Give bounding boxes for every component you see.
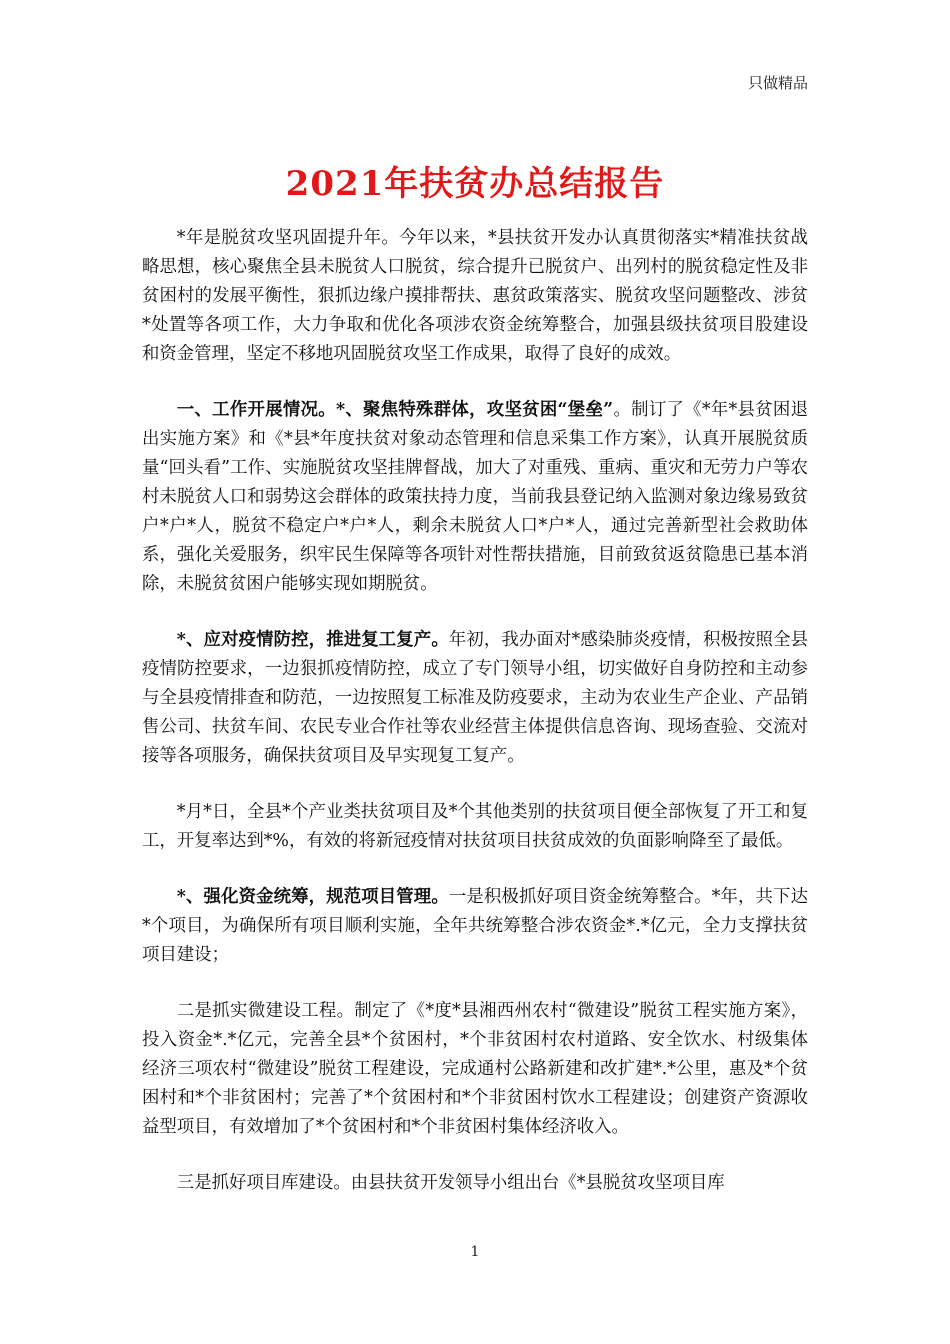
paragraph-section-1: 一、工作开展情况。*、聚焦特殊群体，攻坚贫困“堡垒”。制订了《*年*县贫困退出实施方案》和《*县*年度扶贫对象动态管理和信息采集工作方案》，认真开展脱贫质量“回头看”工作、实施脱贫攻坚挂牌督战，加大了对重残、重病、重灾和无劳力户等农村未脱贫人口和弱势这会群体的政策扶持力度，当前我县登记纳入监测对象边缘易致贫户*户*人，脱贫不稳定户*户*人，剩余未脱贫人口*户*人，通过完善新型社会救助体系，强化关爱服务，织牢民生保障等各项针对性帮扶措施，目前致贫返贫隐患已基本消除，未脱贫贫困户能够实现如期脱贫。	[142, 400, 808, 594]
paragraph-lead: *、应对疫情防控，推进复工复产。	[176, 630, 449, 650]
paragraph-micro-construction: 二是抓实微建设工程。制定了《*度*县湘西州农村“微建设”脱贫工程实施方案》，投入资金*.*亿元，完善全县*个贫困村，*个非贫困村农村道路、安全饮水、村级集体经济三项农村“微建设”脱贫工程建设，完成通村公路新建和改扩建*.*公里，惠及*个贫困村和*个非贫困村；完善了*个贫困村和*个非贫困村饮水工程建设；创建资产资源收益型项目，有效增加了*个贫困村和*个非贫困村集体经济收入。	[142, 1001, 808, 1137]
paragraph-epidemic: *、应对疫情防控，推进复工复产。年初，我办面对*感染肺炎疫情，积极按照全县疫情防控要求，一边狠抓疫情防控，成立了专门领导小组，切实做好自身防控和主动参与全县疫情排查和防范，一边按照复工标准及防疫要求，主动为农业生产企业、产品销售公司、扶贫车间、农民专业合作社等农业经营主体提供信息咨询、现场查验、交流对接等各项服务，确保扶贫项目及早实现复工复产。	[142, 630, 808, 766]
paragraph-lead: *、强化资金统筹，规范项目管理。	[176, 887, 449, 907]
paragraph-lead: 一、工作开展情况。*、聚焦特殊群体，攻坚贫困“堡垒”	[176, 400, 614, 420]
paragraph-funding: *、强化资金统筹，规范项目管理。一是积极抓好项目资金统筹整合。*年，共下达*个项目，为确保所有项目顺利实施，全年共统筹整合涉农资金*.*亿元，全力支撑扶贫项目建设；	[142, 887, 808, 965]
header-tag: 只做精品	[747, 74, 808, 92]
paragraph-reopening: *月*日，全县*个产业类扶贫项目及*个其他类别的扶贫项目便全部恢复了开工和复工，开复率达到*%，有效的将新冠疫情对扶贫项目扶贫成效的负面影响降至了最低。	[142, 802, 808, 851]
document-body	[142, 224, 808, 1225]
page-number: 1	[470, 1244, 480, 1260]
paragraph-intro: *年是脱贫攻坚巩固提升年。今年以来，*县扶贫开发办认真贯彻落实*精准扶贫战略思想，核心聚焦全县未脱贫人口脱贫，综合提升已脱贫户、出列村的脱贫稳定性及非贫困村的发展平衡性，狠抓边缘户摸排帮扶、惠贫政策落实、脱贫攻坚问题整改、涉贫*处置等各项工作，大力争取和优化各项涉农资金统筹整合，加强县级扶贫项目股建设和资金管理，坚定不移地巩固脱贫攻坚工作成果，取得了良好的成效。	[142, 228, 808, 364]
paragraph-project-library: 三是抓好项目库建设。由县扶贫开发领导小组出台《*县脱贫攻坚项目库	[176, 1173, 725, 1193]
page-title: 2021年扶贫办总结报告	[285, 164, 665, 204]
